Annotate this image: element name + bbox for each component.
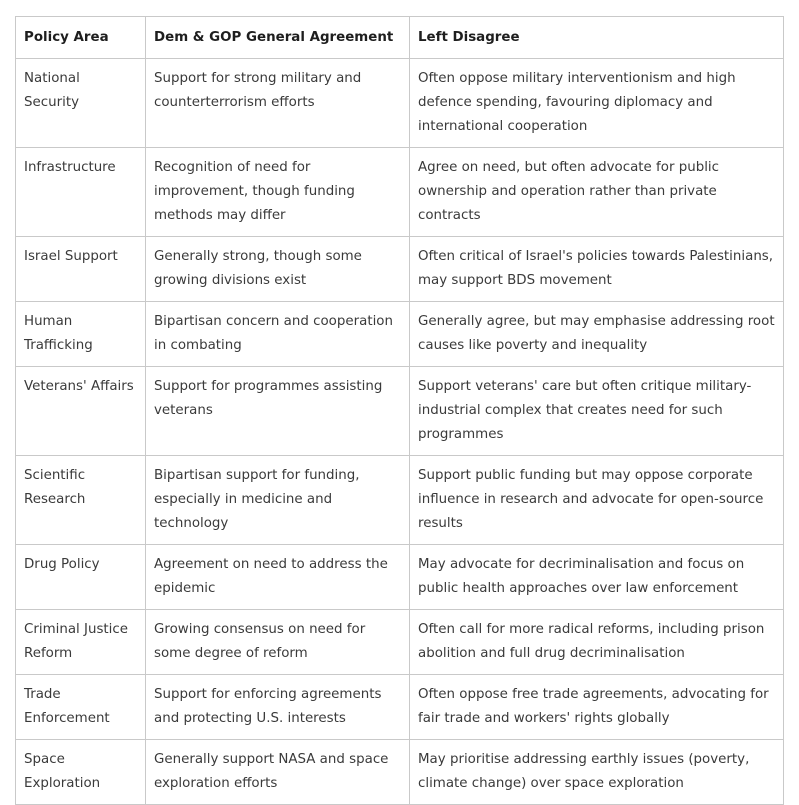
left-disagree-cell: Often critical of Israel's policies towards Palestinians, may support BDS movement [410, 237, 784, 302]
left-disagree-cell: Often call for more radical reforms, including prison abolition and full drug decriminalisation [410, 610, 784, 675]
policy-comparison-table [15, 16, 784, 805]
policy-area-cell: Israel Support [16, 237, 146, 302]
agreement-cell: Support for programmes assisting veterans [146, 367, 410, 456]
left-disagree-cell: Agree on need, but often advocate for public ownership and operation rather than private contracts [410, 148, 784, 237]
header-general-agreement: Dem & GOP General Agreement [146, 17, 410, 59]
policy-area-cell: Space Exploration [16, 740, 146, 805]
left-disagree-cell: Generally agree, but may emphasise addressing root causes like poverty and inequality [410, 302, 784, 367]
policy-area-cell: Human Trafficking [16, 302, 146, 367]
header-policy-area: Policy Area [16, 17, 146, 59]
table-body [16, 59, 784, 805]
policy-area-cell: Trade Enforcement [16, 675, 146, 740]
agreement-cell: Agreement on need to address the epidemic [146, 545, 410, 610]
policy-area-cell: National Security [16, 59, 146, 148]
policy-area-cell: Infrastructure [16, 148, 146, 237]
table-row [16, 545, 784, 610]
agreement-cell: Recognition of need for improvement, though funding methods may differ [146, 148, 410, 237]
table-row [16, 148, 784, 237]
agreement-cell: Growing consensus on need for some degree of reform [146, 610, 410, 675]
table-row [16, 367, 784, 456]
left-disagree-cell: Often oppose military interventionism and high defence spending, favouring diplomacy and international cooperation [410, 59, 784, 148]
table-row [16, 456, 784, 545]
policy-area-cell: Criminal Justice Reform [16, 610, 146, 675]
table-row [16, 740, 784, 805]
table-row [16, 610, 784, 675]
left-disagree-cell: Support veterans' care but often critique military-industrial complex that creates need for such programmes [410, 367, 784, 456]
table-row [16, 675, 784, 740]
table-row [16, 59, 784, 148]
agreement-cell: Generally support NASA and space exploration efforts [146, 740, 410, 805]
header-row [16, 17, 784, 59]
left-disagree-cell: Support public funding but may oppose corporate influence in research and advocate for open-source results [410, 456, 784, 545]
table-header [16, 17, 784, 59]
table-row [16, 302, 784, 367]
table-row [16, 237, 784, 302]
agreement-cell: Support for enforcing agreements and protecting U.S. interests [146, 675, 410, 740]
agreement-cell: Generally strong, though some growing divisions exist [146, 237, 410, 302]
policy-area-cell: Veterans' Affairs [16, 367, 146, 456]
left-disagree-cell: May prioritise addressing earthly issues (poverty, climate change) over space exploration [410, 740, 784, 805]
agreement-cell: Support for strong military and counterterrorism efforts [146, 59, 410, 148]
agreement-cell: Bipartisan concern and cooperation in combating [146, 302, 410, 367]
header-left-disagree: Left Disagree [410, 17, 784, 59]
policy-area-cell: Drug Policy [16, 545, 146, 610]
policy-area-cell: Scientific Research [16, 456, 146, 545]
left-disagree-cell: May advocate for decriminalisation and focus on public health approaches over law enforcement [410, 545, 784, 610]
agreement-cell: Bipartisan support for funding, especially in medicine and technology [146, 456, 410, 545]
left-disagree-cell: Often oppose free trade agreements, advocating for fair trade and workers' rights globally [410, 675, 784, 740]
